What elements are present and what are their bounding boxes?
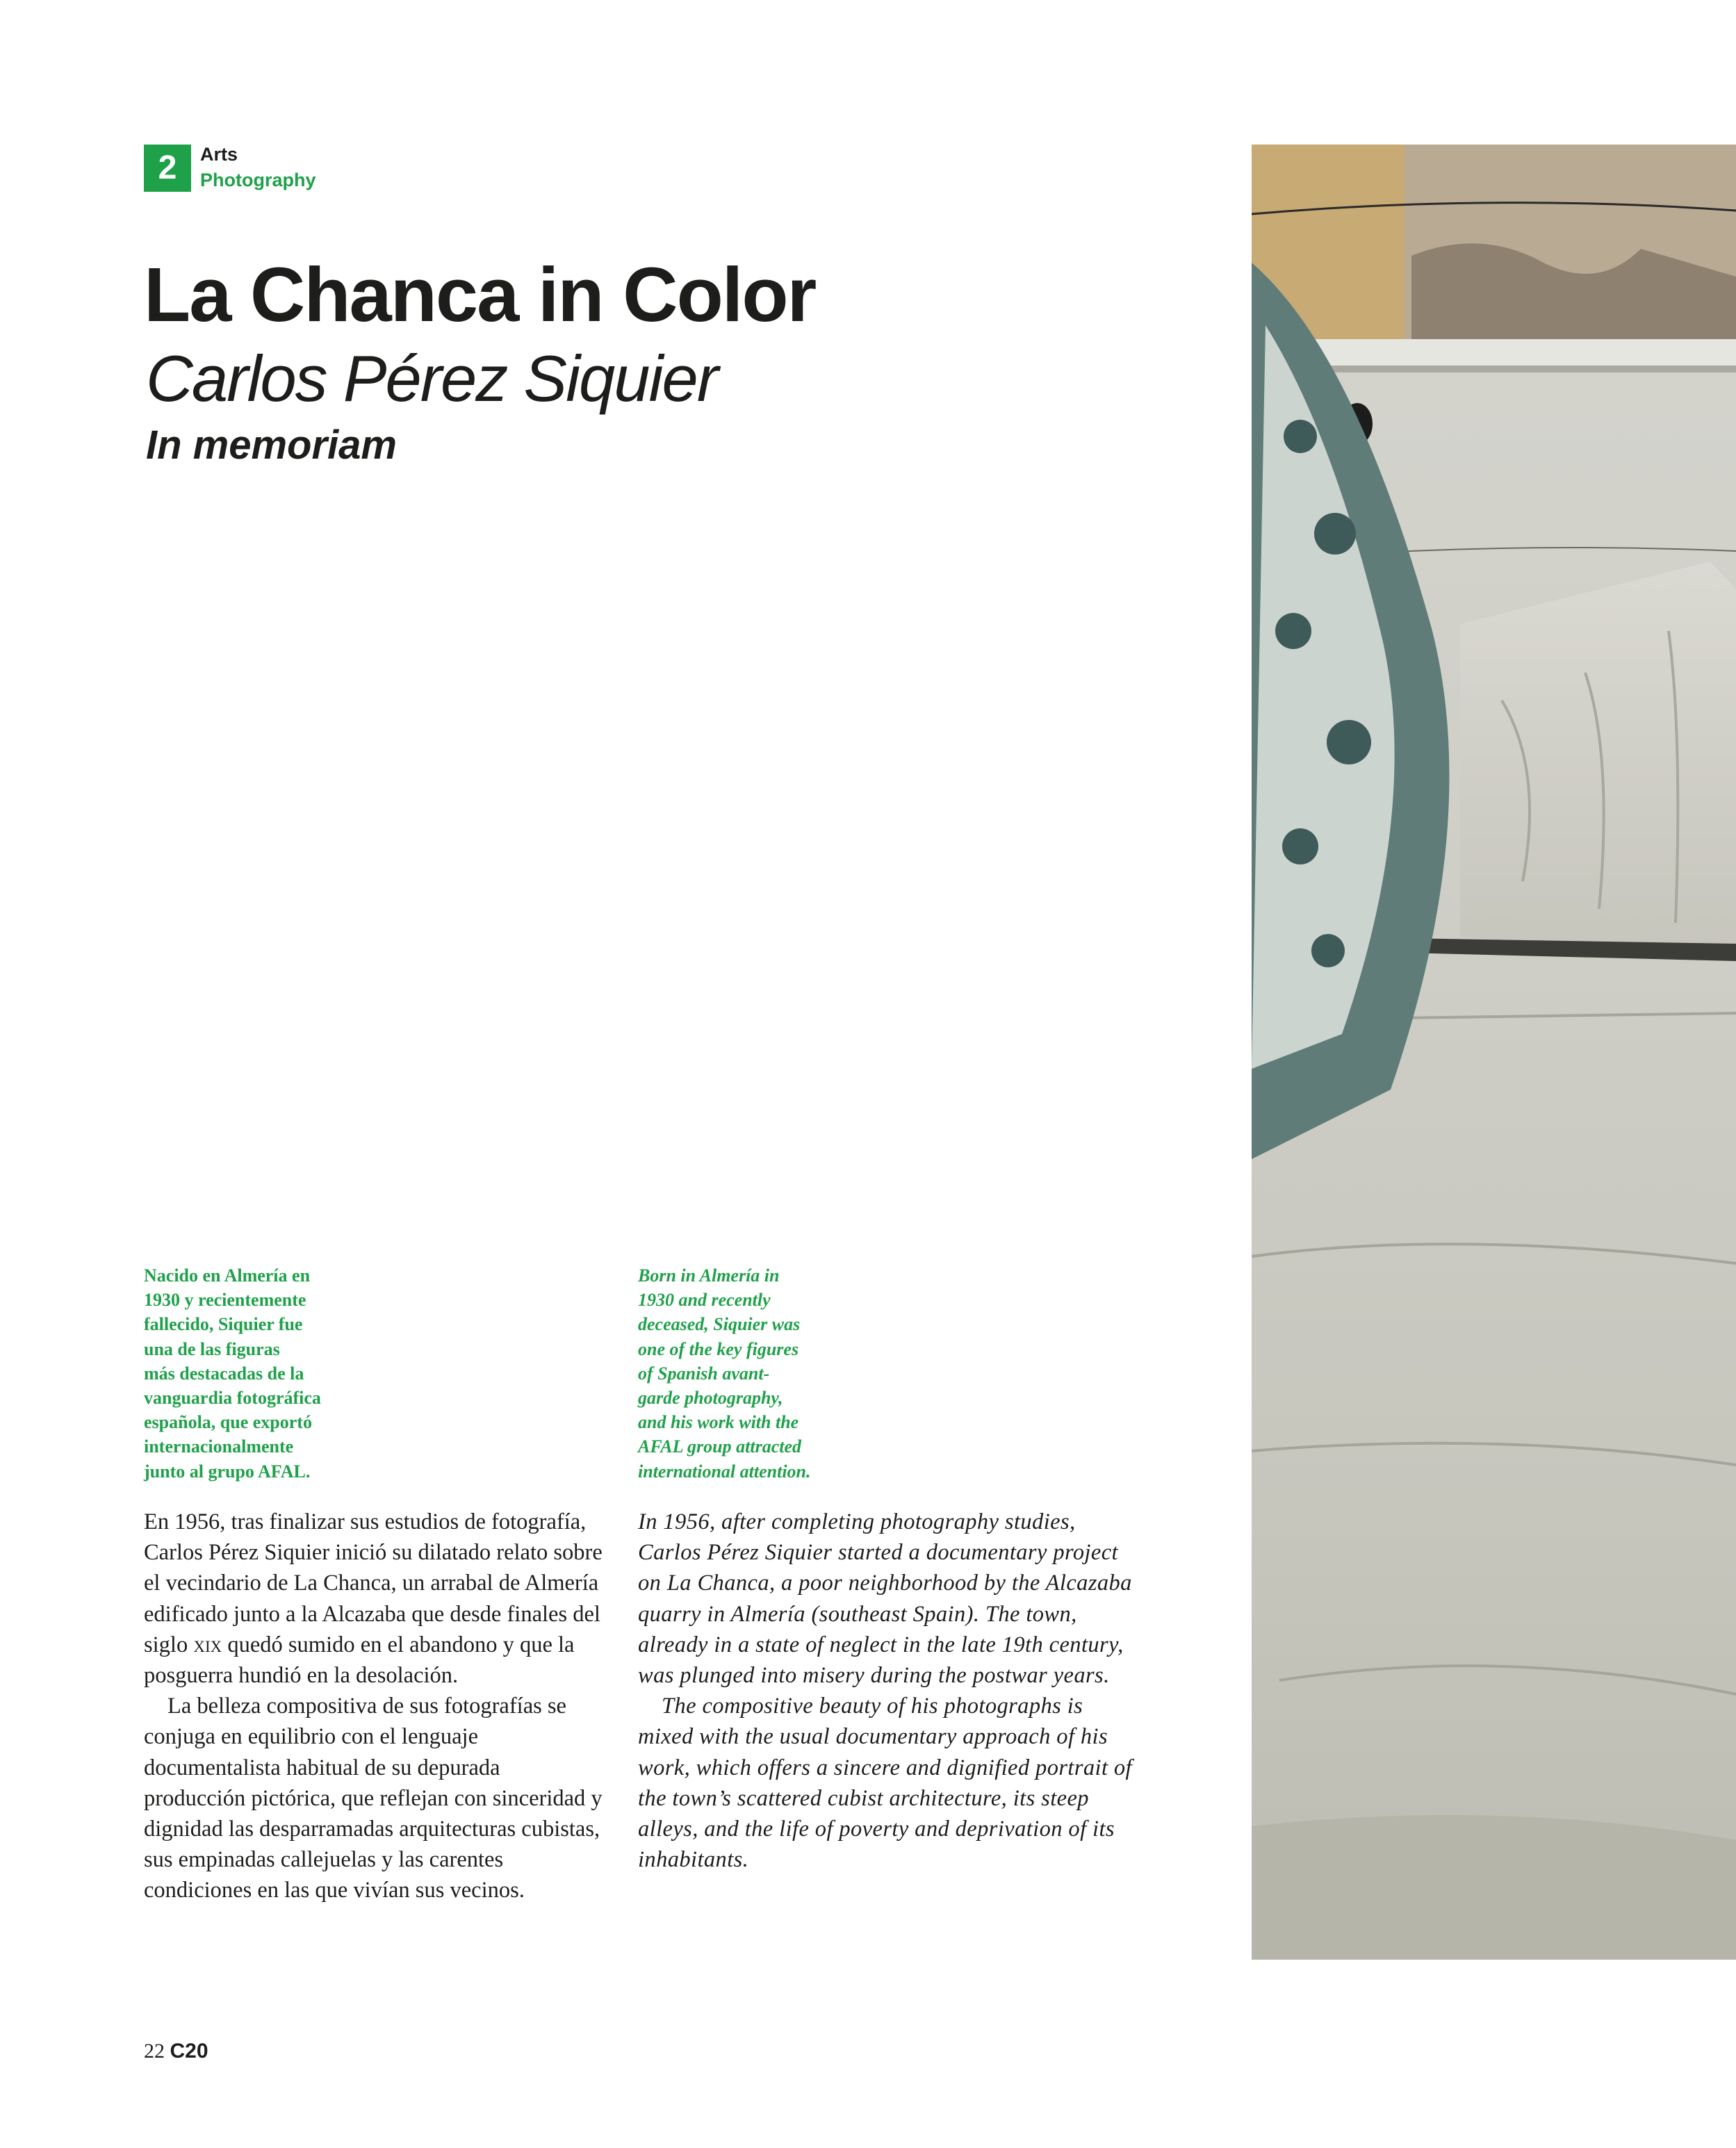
roman-numeral: xix: [193, 1632, 222, 1657]
section-label: [200, 142, 316, 193]
section-number-badge: 2: [144, 145, 191, 192]
body-paragraph: La belleza compositiva de sus fotografías se conjuga en equilibrio con el lenguaje documentalista habitual de su depurada producción pictórica, que reflejan con sinceridad y dignidad las desparramadas arquitecturas cubistas, sus empinadas callejuelas y las carentes condiciones en las que vivían sus vecinos.: [144, 1694, 603, 1903]
issue-number: 20: [185, 2040, 208, 2063]
article-subtitle: Carlos Pérez Siquier: [146, 342, 718, 415]
article-title: La Chanca in Color: [144, 252, 816, 338]
body-text: En 1956, tras finalizar sus estudios de fotografía, Carlos Pérez Siquier inició su dilatado relato sobre el vecindario de La Chanca, un arrabal de Almería edificado junto a la Alcazaba que desde finales del siglo: [144, 1509, 603, 1657]
lead-line: garde photography,: [638, 1388, 783, 1409]
lead-line: international attention.: [638, 1461, 811, 1482]
lead-line: Born in Almería in: [638, 1265, 780, 1286]
lead-line: and his work with the: [638, 1412, 799, 1433]
body-paragraph: In 1956, after completing photography studies, Carlos Pérez Siquier started a documentary project on La Chanca, a poor neighborhood by the Alcazaba quarry in Almería (southeast Spain). The town, already in a state of neglect in the late 19th century, was plunged into misery during the postwar years.: [638, 1509, 1132, 1689]
lead-english: [638, 1263, 846, 1484]
lead-line: deceased, Siquier was: [638, 1314, 801, 1335]
lead-line: junto al grupo AFAL.: [144, 1461, 311, 1482]
body-text: quedó sumido en el abandono y que la posguerra hundió en la desolación.: [144, 1632, 575, 1689]
section-subcategory: Photography: [200, 170, 316, 190]
lead-line: of Spanish avant-: [638, 1363, 770, 1384]
photo-whitewashed-wall-laundry: [1252, 145, 1736, 1960]
body-english: [638, 1507, 1138, 1875]
lead-line: Nacido en Almería en: [144, 1265, 311, 1286]
body-paragraph: [144, 1507, 603, 1691]
lead-line: española, que exportó: [144, 1412, 312, 1433]
page-number: 22: [144, 2040, 165, 2063]
page-folio: [144, 2040, 208, 2063]
lead-line: one of the key figures: [638, 1338, 799, 1359]
lead-line: más destacadas de la: [144, 1363, 304, 1384]
body-spanish: [144, 1507, 603, 1906]
lead-line: vanguardia fotográfica: [144, 1388, 321, 1409]
body-paragraph: The compositive beauty of his photographs is mixed with the usual documentary approach of his work, which offers a sincere and dignified portrait of the town’s scattered cubist architecture, its steep alleys, and the life of poverty and deprivation of its inhabitants.: [638, 1694, 1132, 1873]
lead-line: AFAL group attracted: [638, 1436, 802, 1457]
lead-spanish: [144, 1263, 352, 1484]
article-kicker: In memoriam: [146, 423, 397, 468]
lead-line: una de las figuras: [144, 1338, 280, 1359]
lead-line: 1930 and recently: [638, 1290, 771, 1311]
lead-line: 1930 y recientemente: [144, 1290, 306, 1311]
lead-line: internacionalmente: [144, 1436, 294, 1457]
lead-line: fallecido, Siquier fue: [144, 1314, 303, 1335]
section-category: Arts: [200, 144, 238, 165]
magazine-mark: C: [170, 2040, 186, 2063]
